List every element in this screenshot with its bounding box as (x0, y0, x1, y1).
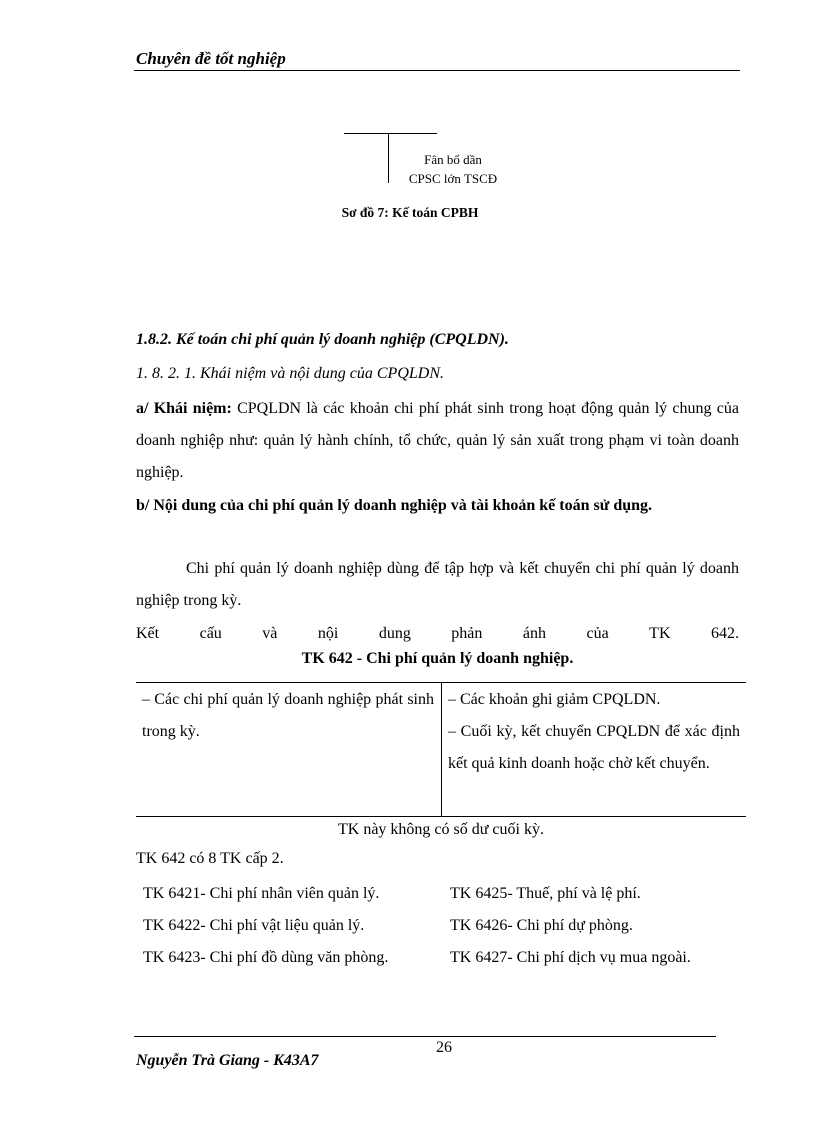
structure-line (136, 618, 739, 650)
structure-word: và (262, 625, 278, 642)
sub-account-item: TK 6422- Chi phí vật liệu quản lý. (143, 917, 365, 934)
table-bottom-rule (136, 816, 746, 817)
structure-word: 642. (710, 625, 739, 642)
sub-account-item: TK 6426- Chi phí dự phòng. (450, 917, 633, 934)
diagram-horizontal-line (344, 133, 437, 134)
subsection-heading: 1. 8. 2. 1. Khái niệm và nội dung của CPQLDN. (136, 365, 444, 382)
diagram-label-line1: Fân bổ dần (424, 152, 482, 167)
concept-paragraph (136, 393, 739, 489)
sub-accounts-intro: TK 642 có 8 TK cấp 2. (136, 850, 284, 867)
account-table-title: TK 642 - Chi phí quản lý doanh nghiệp. (301, 650, 574, 667)
diagram-vertical-line (388, 133, 389, 183)
section-heading: 1.8.2. Kế toán chi phí quản lý doanh nghiệp (CPQLDN). (136, 331, 509, 348)
structure-word: của (586, 625, 609, 642)
structure-word: phản (451, 625, 483, 642)
balance-note: TK này không có số dư cuối kỳ. (338, 821, 544, 838)
page-number: 26 (436, 1039, 452, 1056)
content-paragraph: Chi phí quản lý doanh nghiệp dùng để tập hợp và kết chuyển chi phí quản lý doanh nghiệp trong kỳ. (136, 560, 739, 609)
diagram-label (393, 150, 513, 188)
header-rule (134, 70, 740, 71)
concept-label: a/ Khái niệm: (136, 400, 232, 417)
diagram-label-line2: CPSC lớn TSCĐ (408, 171, 498, 186)
table-divider (441, 682, 442, 816)
concept-text: CPQLDN là các khoản chi phí phát sinh trong hoạt động quản lý chung của doanh nghiệp như: quản lý hành chính, tổ chức, quản lý sản xuất trong phạm vi toàn doanh nghiệp. (136, 400, 739, 481)
credit-item: – Các khoản ghi giảm CPQLDN. (448, 691, 661, 708)
structure-word: Kết (136, 625, 160, 642)
credit-item: – Cuối kỳ, kết chuyển CPQLDN để xác định kết quả kinh doanh hoặc chờ kết chuyển. (448, 723, 740, 772)
sub-account-item: TK 6423- Chi phí đồ dùng văn phòng. (143, 949, 389, 966)
header-title: Chuyên đề tốt nghiệp (136, 49, 286, 68)
footer-author: Nguyễn Trà Giang - K43A7 (136, 1052, 319, 1069)
sub-account-item: TK 6421- Chi phí nhân viên quản lý. (143, 885, 380, 902)
structure-word: ánh (522, 625, 546, 642)
credit-column (448, 684, 740, 780)
debit-item: – Các chi phí quản lý doanh nghiệp phát sinh trong kỳ. (142, 691, 434, 740)
sub-account-item: TK 6427- Chi phí dịch vụ mua ngoài. (450, 949, 691, 966)
structure-word: dung (378, 625, 411, 642)
structure-word: TK (649, 625, 671, 642)
structure-word: cấu (199, 625, 222, 642)
sub-account-item: TK 6425- Thuế, phí và lệ phí. (450, 885, 641, 902)
content-heading: b/ Nội dung của chi phí quản lý doanh nghiệp và tài khoản kế toán sử dụng. (136, 497, 653, 514)
footer-rule (134, 1036, 716, 1037)
diagram-caption: Sơ đồ 7: Kế toán CPBH (341, 205, 479, 220)
structure-word: nội (317, 625, 339, 642)
debit-column (142, 684, 434, 748)
